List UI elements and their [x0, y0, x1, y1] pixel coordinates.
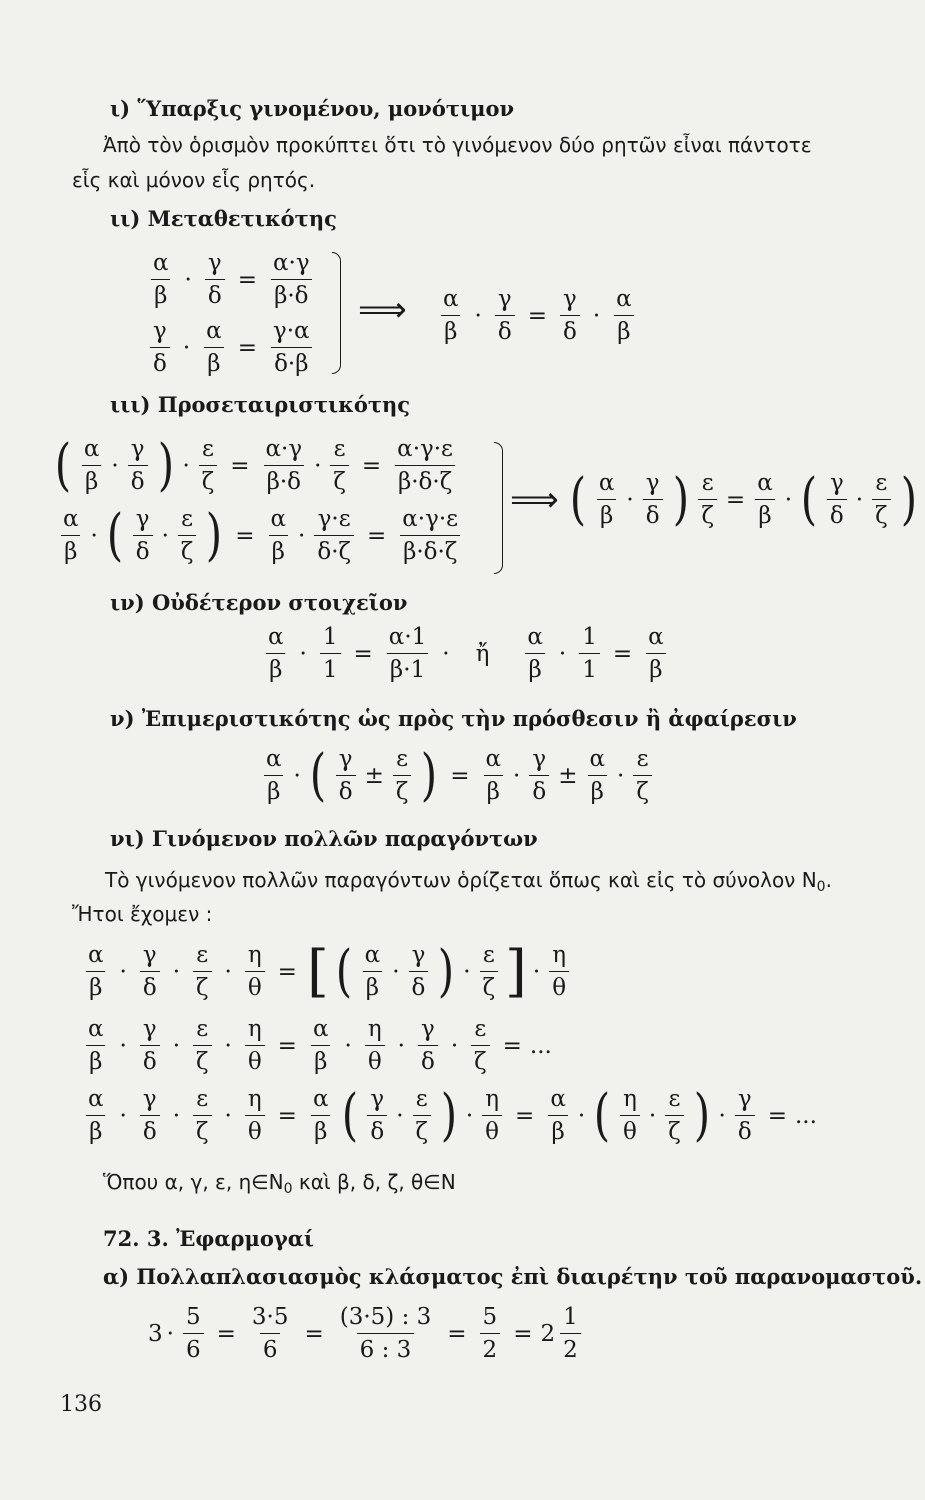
fraction: $\frac{\alpha}{\beta}$	[153, 250, 169, 310]
fraction: $\frac{\varepsilon}{\zeta}$	[193, 942, 211, 1002]
section-title-distributivity: ν) Ἐπιμεριστικότης ὡς πρὸς τὴν πρόσθεσιν ἢ ἀφαίρεσιν	[110, 706, 797, 731]
fraction: $\frac{\gamma}{\delta}$	[140, 1016, 160, 1076]
fraction: $\frac{\alpha}{\beta}$	[312, 1086, 329, 1146]
equation-product-1: $\frac{\alpha}{\beta}$ · $\frac{\gamma}{\delta}$ · $\frac{\varepsilon}{\zeta}$ · $\frac{\eta}{\theta}$ = [ ( $\frac{\alpha}{\beta}$ · $\frac{\gamma}{\delta}$ ) · $\frac{\varepsilon}{\zeta}$ ] · $\frac{\eta}{\theta}$	[80, 942, 574, 1002]
section-title-many-factors: νι) Γινόμενον πολλῶν παραγόντων	[110, 826, 538, 851]
fraction: $\frac{3\cdot 5}{6}$	[251, 1304, 289, 1364]
fraction: $\frac{\gamma}{\delta}$	[418, 1016, 438, 1076]
page-number: 136	[60, 1392, 102, 1417]
paragraph-line: Ὅπου α, γ, ε, $\eta\in N_0$ καὶ β, δ, ζ, θ∈N	[103, 1170, 456, 1197]
fraction: $\frac{\alpha}{\beta}$	[364, 942, 381, 1002]
equation-commutative-result: $\frac{\alpha}{\beta}$ · $\frac{\gamma}{\delta}$ = $\frac{\gamma}{\delta}$ · $\frac{\alpha}{\beta}$	[435, 286, 640, 346]
fraction: $\frac{\gamma}{\delta}$	[140, 942, 160, 1002]
fraction: $\frac{\alpha}{\beta}$	[312, 1016, 329, 1076]
fraction: $\frac{\varepsilon}{\zeta}$	[872, 470, 890, 530]
fraction: $\frac{\eta}{\theta}$	[245, 942, 265, 1002]
paragraph-line: Ἤτοι ἔχομεν :	[72, 902, 213, 926]
implies-arrow: ⟹	[358, 290, 407, 330]
section-subtitle-fraction-multiplication: α) Πολλαπλασιασμὸς κλάσματος ἐπὶ διαιρέτην τοῦ παρανομαστοῦ.	[103, 1264, 923, 1289]
fraction: $\frac{\alpha}{\beta}$	[648, 624, 664, 684]
equation-associative-1: ( $\frac{\alpha}{\beta}$ · $\frac{\gamma}{\delta}$ ) · $\frac{\varepsilon}{\zeta}$ = $\frac{\alpha\cdot\gamma}{\beta\cdot\delta}$ · $\frac{\varepsilon}{\zeta}$ = $\frac{\alpha\cdot\gamma\cdot\varepsilon}{\beta\cdot\delta\cdot\zeta}$	[50, 436, 461, 496]
equation-associative-2: $\frac{\alpha}{\beta}$ · ( $\frac{\gamma}{\delta}$ · $\frac{\varepsilon}{\zeta}$ ) = $\frac{\alpha}{\beta}$ · $\frac{\gamma\cdot\varepsilon}{\delta\cdot\zeta}$ = $\frac{\alpha\cdot\gamma\cdot\varepsilon}{\beta\cdot\delta\cdot\zeta}$	[55, 506, 466, 566]
fraction: $\frac{\varepsilon}{\zeta}$	[193, 1016, 211, 1076]
fraction: $\frac{\varepsilon}{\zeta}$	[413, 1086, 431, 1146]
fraction: $\frac{\varepsilon}{\zeta}$	[633, 746, 651, 806]
fraction: $\frac{(3\cdot 5) : 3}{6 : 3}$	[339, 1304, 432, 1364]
fraction: $\frac{\gamma}{\delta}$	[827, 470, 847, 530]
fraction: $\frac{\varepsilon}{\zeta}$	[199, 436, 217, 496]
fraction: $\frac{\varepsilon}{\zeta}$	[393, 746, 411, 806]
fraction: $\frac{\gamma}{\delta}$	[409, 942, 429, 1002]
fraction: $\frac{1}{1}$	[320, 624, 341, 684]
fraction: $\frac{\eta}{\theta}$	[549, 942, 569, 1002]
equation-product-3: $\frac{\alpha}{\beta}$ · $\frac{\gamma}{\delta}$ · $\frac{\varepsilon}{\zeta}$ · $\frac{\eta}{\theta}$ = $\frac{\alpha}{\beta}$ ( $\frac{\gamma}{\delta}$ · $\frac{\varepsilon}{\zeta}$ ) · $\frac{\eta}{\theta}$ = $\frac{\alpha}{\beta}$ · ( $\frac{\eta}{\theta}$ · $\frac{\varepsilon}{\zeta}$ ) · $\frac{\gamma}{\delta}$ = ...	[80, 1086, 817, 1146]
fraction: $\frac{\gamma}{\delta}$	[140, 1086, 160, 1146]
fraction: $\frac{\gamma}{\delta}$	[133, 506, 153, 566]
equation-product-2: $\frac{\alpha}{\beta}$ · $\frac{\gamma}{\delta}$ · $\frac{\varepsilon}{\zeta}$ · $\frac{\eta}{\theta}$ = $\frac{\alpha}{\beta}$ · $\frac{\eta}{\theta}$ · $\frac{\gamma}{\delta}$ · $\frac{\varepsilon}{\zeta}$ = ...	[80, 1016, 552, 1076]
fraction: $\frac{\alpha\cdot\gamma\cdot\varepsilon}{\beta\cdot\delta\cdot\zeta}$	[399, 506, 461, 566]
paragraph-line: εἷς καὶ μόνον εἷς ρητός.	[72, 168, 316, 192]
fraction: $\frac{\eta}{\theta}$	[482, 1086, 502, 1146]
fraction: $\frac{\varepsilon}{\zeta}$	[193, 1086, 211, 1146]
fraction: $\frac{\eta}{\theta}$	[245, 1086, 265, 1146]
equation-commutative-2: $\frac{\gamma}{\delta}$ · $\frac{\alpha}{\beta}$ = $\frac{\gamma\cdot\alpha}{\delta\cdot\beta}$	[145, 318, 318, 378]
fraction: $\frac{\eta}{\theta}$	[365, 1016, 385, 1076]
fraction: $\frac{\alpha}{\beta}$	[270, 506, 287, 566]
fraction: $\frac{\gamma}{\delta}$	[336, 746, 356, 806]
fraction: $\frac{\alpha\cdot\gamma\cdot\varepsilon}{\beta\cdot\delta\cdot\zeta}$	[394, 436, 456, 496]
fraction: $\frac{\gamma}{\delta}$	[128, 436, 148, 496]
section-title-neutral-element: ιν) Οὐδέτερον στοιχεῖον	[110, 590, 408, 615]
fraction: $\frac{\varepsilon}{\zeta}$	[330, 436, 348, 496]
fraction: $\frac{5}{2}$	[480, 1304, 501, 1364]
implies-arrow: ⟹	[510, 480, 559, 520]
fraction: $\frac{\gamma}{\delta}$	[150, 318, 170, 378]
fraction: $\frac{\varepsilon}{\zeta}$	[665, 1086, 683, 1146]
fraction: $\frac{\gamma}{\delta}$	[643, 470, 663, 530]
fraction: $\frac{\alpha}{\beta}$	[88, 942, 104, 1002]
brace	[332, 252, 341, 374]
fraction: $\frac{\alpha}{\beta}$	[206, 318, 222, 378]
fraction: $\frac{\gamma}{\delta}$	[529, 746, 549, 806]
fraction: $\frac{1}{2}$	[560, 1304, 581, 1364]
fraction: $\frac{\alpha\cdot\gamma}{\beta\cdot\delta}$	[273, 250, 310, 310]
fraction: $\frac{\alpha}{\beta}$	[757, 470, 773, 530]
fraction: $\frac{\varepsilon}{\zeta}$	[471, 1016, 489, 1076]
fraction: $\frac{\gamma\cdot\alpha}{\delta\cdot\beta}$	[273, 318, 310, 378]
fraction: $\frac{\alpha}{\beta}$	[616, 286, 632, 346]
fraction: $\frac{\gamma}{\delta}$	[205, 250, 225, 310]
fraction: $\frac{\alpha}{\beta}$	[485, 746, 502, 806]
fraction: $\frac{\alpha}{\beta}$	[527, 624, 543, 684]
fraction: $\frac{\gamma}{\delta}$	[560, 286, 580, 346]
fraction: $\frac{\gamma}{\delta}$	[495, 286, 515, 346]
fraction: $\frac{\varepsilon}{\zeta}$	[698, 470, 716, 530]
brace	[494, 442, 503, 574]
fraction: $\frac{\alpha\cdot\gamma}{\beta\cdot\delta}$	[265, 436, 303, 496]
fraction: $\frac{\alpha}{\beta}$	[88, 1016, 104, 1076]
equation-neutral: $\frac{\alpha}{\beta}$ · $\frac{1}{1}$ = $\frac{\alpha\cdot 1}{\beta\cdot 1}$ · ἤ $\frac{\alpha}{\beta}$ · $\frac{1}{1}$ = $\frac{\alpha}{\beta}$	[260, 624, 672, 684]
fraction: $\frac{1}{1}$	[579, 624, 600, 684]
fraction: $\frac{\alpha}{\beta}$	[268, 624, 284, 684]
paragraph-line: Τὸ γινόμενον πολλῶν παραγόντων ὁρίζεται ὅπως καὶ εἰς τὸ σύνολον $N_0$.	[105, 868, 832, 895]
section-title-commutativity: ιι) Μεταθετικότης	[110, 206, 337, 231]
paragraph-line: Ἀπὸ τὸν ὁρισμὸν προκύπτει ὅτι τὸ γινόμενον δύο ρητῶν εἶναι πάντοτε	[103, 133, 812, 157]
equation-distributive: $\frac{\alpha}{\beta}$ · ( $\frac{\gamma}{\delta}$ ± $\frac{\varepsilon}{\zeta}$ ) = $\frac{\alpha}{\beta}$ · $\frac{\gamma}{\delta}$ ± $\frac{\alpha}{\beta}$ · $\frac{\varepsilon}{\zeta}$	[258, 746, 657, 806]
fraction: $\frac{5}{6}$	[183, 1304, 204, 1364]
fraction: $\frac{\alpha}{\beta}$	[550, 1086, 566, 1146]
fraction: $\frac{\varepsilon}{\zeta}$	[178, 506, 196, 566]
fraction: $\frac{\gamma\cdot\varepsilon}{\delta\cdot\zeta}$	[314, 506, 354, 566]
section-title-associativity: ιιι) Προσεταιριστικότης	[110, 392, 411, 417]
fraction: $\frac{\alpha}{\beta}$	[266, 746, 282, 806]
equation-example: 3 · $\frac{5}{6}$ = $\frac{3\cdot 5}{6}$ = $\frac{(3\cdot 5) : 3}{6 : 3}$ = $\frac{5}{2}$ = 2 $\frac{1}{2}$	[148, 1304, 586, 1364]
fraction: $\frac{\alpha}{\beta}$	[443, 286, 459, 346]
fraction: $\frac{\alpha}{\beta}$	[88, 1086, 104, 1146]
fraction: $\frac{\varepsilon}{\zeta}$	[480, 942, 498, 1002]
fraction: $\frac{\alpha}{\beta}$	[63, 506, 79, 566]
fraction: $\frac{\gamma}{\delta}$	[735, 1086, 755, 1146]
fraction: $\frac{\eta}{\theta}$	[245, 1016, 265, 1076]
section-title-existence: ι) Ὕπαρξις γινομένου, μονότιμον	[110, 96, 515, 121]
fraction: $\frac{\alpha\cdot 1}{\beta\cdot 1}$	[388, 624, 427, 684]
fraction: $\frac{\alpha}{\beta}$	[83, 436, 100, 496]
fraction: $\frac{\alpha}{\beta}$	[598, 470, 615, 530]
fraction: $\frac{\gamma}{\delta}$	[367, 1086, 387, 1146]
equation-commutative-1: $\frac{\alpha}{\beta}$ · $\frac{\gamma}{\delta}$ = $\frac{\alpha\cdot\gamma}{\beta\cdot\delta}$	[145, 250, 318, 310]
fraction: $\frac{\eta}{\theta}$	[620, 1086, 640, 1146]
fraction: $\frac{\alpha}{\beta}$	[589, 746, 606, 806]
section-title-applications: 72. 3. Ἐφαρμογαί	[103, 1226, 315, 1251]
equation-associative-result: ( $\frac{\alpha}{\beta}$ · $\frac{\gamma}{\delta}$ ) $\frac{\varepsilon}{\zeta}$ = $\frac{\alpha}{\beta}$ · ( $\frac{\gamma}{\delta}$ · $\frac{\varepsilon}{\zeta}$ )	[569, 466, 917, 532]
